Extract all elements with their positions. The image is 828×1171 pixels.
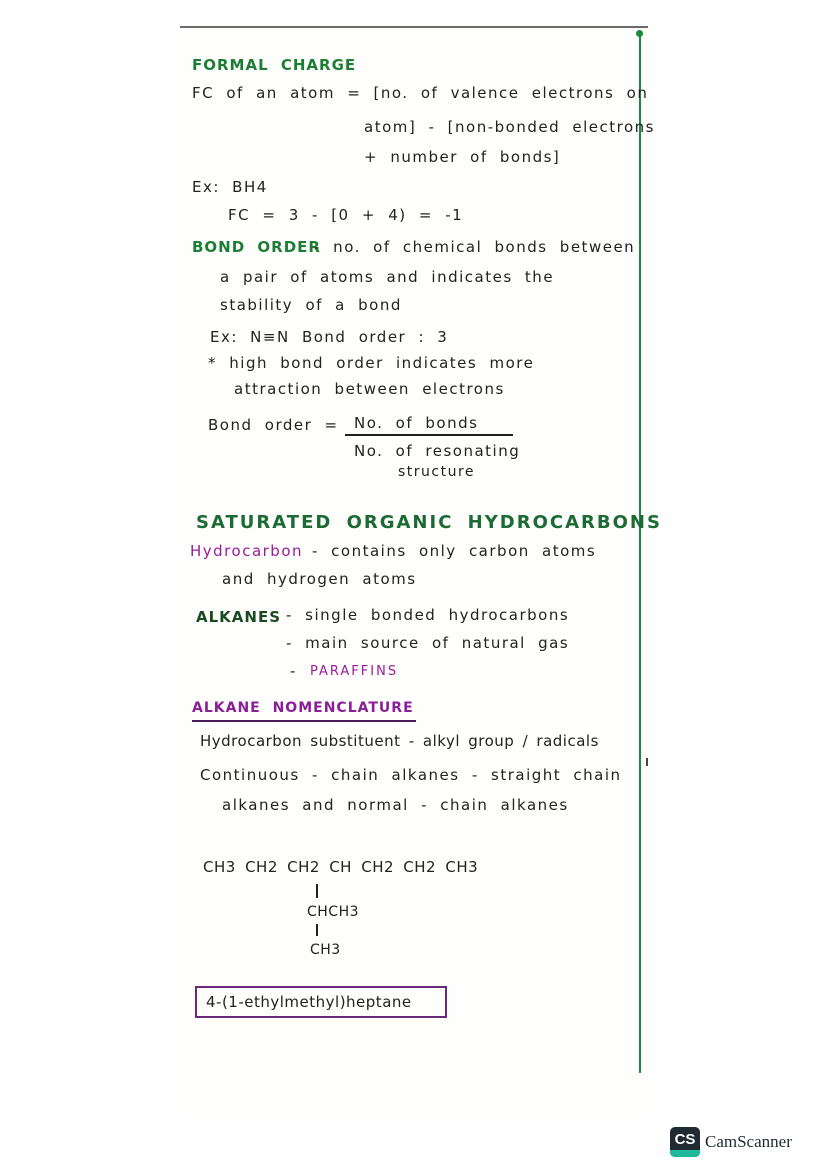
bond-order-example: Ex: N≡N Bond order : 3 [210,328,449,346]
bond-order-formula-denominator-line1: No. of resonating [354,442,521,460]
bond-order-note-line1: * high bond order indicates more [208,354,535,372]
camscanner-watermark [670,1127,792,1157]
formal-charge-definition-line3: + number of bonds] [364,148,561,166]
term-alkanes: ALKANES [196,608,282,626]
camscanner-logo-icon [670,1127,700,1157]
bond-order-definition-line2: a pair of atoms and indicates the [220,268,555,286]
bond-order-definition-line1: - no. of chemical bonds between [314,238,636,256]
nomenclature-line1: Hydrocarbon substituent - alkyl group / radicals [200,732,599,750]
formal-charge-example-label: Ex: BH4 [192,178,268,196]
alkanes-definition-3-dash: - [290,662,297,680]
bond-order-formula-denominator-line2: structure [398,464,476,480]
structure-branch-2: CH3 [310,942,341,958]
nomenclature-line2: Continuous - chain alkanes - straight chain [200,766,622,784]
heading-bond-order: BOND ORDER [192,238,321,256]
heading-formal-charge: FORMAL CHARGE [192,56,357,74]
stray-pen-mark [646,758,648,766]
bond-order-definition-line3: stability of a bond [220,296,402,314]
bond-line-1 [316,884,318,898]
hydrocarbon-definition-line1: - contains only carbon atoms [312,542,597,560]
logo-badge-text: CS [674,1130,696,1148]
formal-charge-example-calc: FC = 3 - [0 + 4) = -1 [228,206,464,224]
heading-saturated-organic-hydrocarbons: SATURATED ORGANIC HYDROCARBONS [196,512,662,533]
bond-order-formula-numerator: No. of bonds [354,414,479,432]
structure-branch-1: CHCH3 [307,904,360,920]
term-hydrocarbon: Hydrocarbon [190,542,304,560]
heading-underline [192,720,416,722]
term-paraffins: PARAFFINS [310,664,399,679]
hydrocarbon-definition-line2: and hydrogen atoms [222,570,417,588]
top-rule-line [180,26,648,28]
bond-line-2 [316,924,318,936]
heading-alkane-nomenclature: ALKANE NOMENCLATURE [192,700,414,716]
margin-line [639,33,641,1073]
structure-main-chain: CH3 CH2 CH2 CH CH2 CH2 CH3 [203,858,479,876]
formal-charge-definition-line2: atom] - [non-bonded electrons [364,118,655,136]
alkanes-definition-2: - main source of natural gas [286,634,570,652]
bond-order-formula-label: Bond order = [208,416,339,434]
camscanner-text: CamScanner [705,1132,792,1151]
bond-order-note-line2: attraction between electrons [234,380,505,398]
alkanes-definition-1: - single bonded hydrocarbons [286,606,570,624]
formal-charge-definition-line1: FC of an atom = [no. of valence electrons on [192,84,649,102]
fraction-bar [345,434,513,436]
nomenclature-line3: alkanes and normal - chain alkanes [222,796,569,814]
iupac-name-answer: 4-(1-ethylmethyl)heptane [206,993,412,1011]
